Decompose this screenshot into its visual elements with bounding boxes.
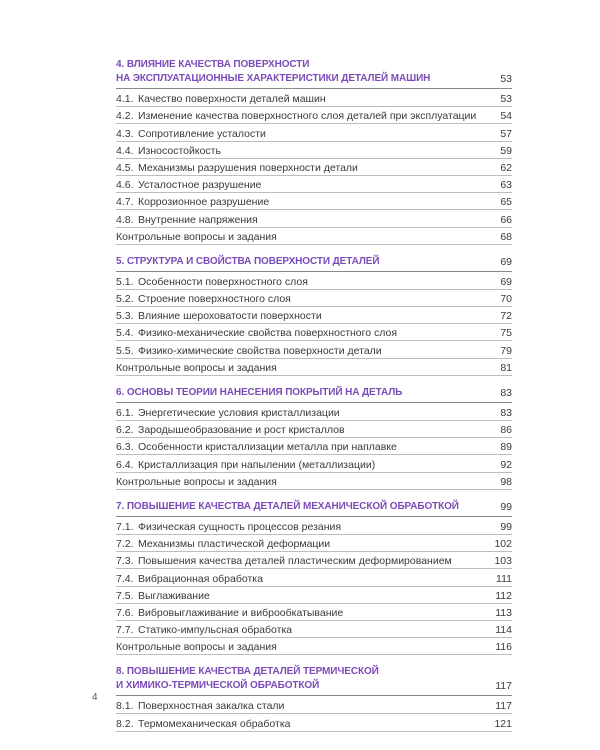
toc-entry-text: Контрольные вопросы и задания <box>116 230 277 243</box>
toc-entry-page-number: 83 <box>500 407 512 419</box>
toc-entry-number: 4.7. <box>116 196 134 209</box>
toc-entry-page-number: 68 <box>500 230 512 243</box>
toc-entry-number: 6.1. <box>116 407 134 419</box>
toc-entry-text: Термомеханическая обработка <box>138 717 291 730</box>
toc-entry-label <box>116 275 494 289</box>
toc-entry[interactable] <box>116 142 512 159</box>
toc-entry-control-questions[interactable] <box>116 228 512 245</box>
toc-entry[interactable] <box>116 290 512 307</box>
chapter-page-number: 117 <box>495 680 512 693</box>
chapter-page-number: 53 <box>500 73 512 85</box>
toc-entry-text: Статико-импульсная обработка <box>138 624 293 637</box>
chapter-page-number: 99 <box>500 500 512 513</box>
toc-entry[interactable] <box>116 404 512 421</box>
toc-entry-label <box>116 230 494 244</box>
toc-entry-number: 6.4. <box>116 458 134 471</box>
toc-entry-page-number: 66 <box>500 213 512 226</box>
chapter-title <box>116 255 494 269</box>
toc-entry-page-number: 117 <box>495 700 512 713</box>
toc-entry-text: Механизмы пластической деформации <box>138 538 331 551</box>
toc-entry-number: 7.7. <box>116 624 134 637</box>
toc-entry-number: 5.2. <box>116 293 134 306</box>
toc-entry-text: Физико-химические свойства поверхности детали <box>138 344 382 357</box>
chapter-heading[interactable] <box>116 58 512 89</box>
toc-entry-text: Вибрационная обработка <box>138 572 263 585</box>
toc-entry-text: Влияние шероховатости поверхности <box>138 310 322 323</box>
toc-entry[interactable] <box>116 273 512 290</box>
toc-entry[interactable] <box>116 176 512 193</box>
toc-entry-number: 7.3. <box>116 555 134 568</box>
toc-entry-text: Физическая сущность процессов резания <box>138 520 342 533</box>
toc-entry-label <box>116 309 494 323</box>
toc-entry-number: 4.6. <box>116 179 134 192</box>
toc-entry-number: 7.6. <box>116 606 134 619</box>
toc-entry-page-number: 98 <box>500 475 512 488</box>
toc-entry-page-number: 59 <box>500 144 512 157</box>
toc-entry-text: Энергетические условия кристаллизации <box>138 407 340 419</box>
toc-entry-label <box>116 440 494 454</box>
toc-entry-page-number: 121 <box>494 717 512 730</box>
toc-chapter <box>116 500 512 656</box>
toc-entry-label <box>116 520 494 534</box>
toc-entry[interactable] <box>116 341 512 358</box>
toc-entry-number: 4.8. <box>116 213 134 226</box>
toc-chapter <box>116 665 512 731</box>
chapter-heading[interactable] <box>116 665 512 696</box>
toc-entry-page-number: 69 <box>500 275 512 288</box>
toc-entry-page-number: 72 <box>500 310 512 323</box>
toc-entry[interactable] <box>116 714 512 731</box>
toc-entry-number: 7.1. <box>116 520 134 533</box>
toc-entry-number: 7.5. <box>116 589 134 602</box>
toc-entry-label <box>116 344 494 358</box>
toc-entry-label <box>116 717 488 731</box>
toc-entry-control-questions[interactable] <box>116 473 512 490</box>
toc-entry-text: Зародышеобразование и рост кристаллов <box>138 424 345 437</box>
toc-entry-number: 5.4. <box>116 327 134 340</box>
toc-entry-page-number: 79 <box>500 344 512 357</box>
toc-entry-label <box>116 537 488 551</box>
toc-entry-text: Износостойкость <box>138 144 221 157</box>
toc-entry-label <box>116 361 494 375</box>
toc-entry-text: Механизмы разрушения поверхности детали <box>138 161 358 174</box>
toc-entry-number: 6.3. <box>116 441 134 454</box>
toc-entry-text: Кристаллизация при напылении (металлизации) <box>138 458 376 471</box>
chapter-title-line: 6. ОСНОВЫ ТЕОРИИ НАНЕСЕНИЯ ПОКРЫТИЙ НА ДЕТАЛЬ <box>116 386 403 398</box>
toc-entry-text: Контрольные вопросы и задания <box>116 475 277 488</box>
chapter-title-line: 8. ПОВЫШЕНИЕ КАЧЕСТВА ДЕТАЛЕЙ ТЕРМИЧЕСКОЙ <box>116 666 379 678</box>
toc-entry-label <box>116 92 494 106</box>
toc-entry-label <box>116 127 494 141</box>
chapter-title-line: 7. ПОВЫШЕНИЕ КАЧЕСТВА ДЕТАЛЕЙ МЕХАНИЧЕСКОЙ ОБРАБОТКОЙ <box>116 500 459 512</box>
toc-entry-page-number: 62 <box>500 161 512 174</box>
toc-entry-label <box>116 161 494 175</box>
toc-entry-page-number: 99 <box>500 520 512 533</box>
toc-entry-text: Физико-механические свойства поверхностного слоя <box>138 327 398 340</box>
toc-entry-label <box>116 475 494 489</box>
toc-entry-page-number: 113 <box>495 606 512 619</box>
toc-entry-page-number: 57 <box>500 127 512 140</box>
chapter-title <box>116 500 494 514</box>
toc-entry-number: 8.1. <box>116 700 134 713</box>
toc-entry-number: 4.5. <box>116 161 134 174</box>
toc-entry-page-number: 75 <box>500 327 512 340</box>
toc-entry-number: 5.1. <box>116 275 134 288</box>
toc-entry-label <box>116 178 494 192</box>
toc-entry-text: Сопротивление усталости <box>138 127 266 140</box>
toc-entry-number: 7.2. <box>116 538 134 551</box>
toc-entry-page-number: 53 <box>500 93 512 106</box>
toc-entry-text: Коррозионное разрушение <box>138 196 270 209</box>
toc-entry[interactable] <box>116 535 512 552</box>
chapter-title-line: 5. СТРУКТУРА И СВОЙСТВА ПОВЕРХНОСТИ ДЕТАЛЕЙ <box>116 255 380 267</box>
toc-entry-page-number: 63 <box>500 179 512 192</box>
toc-entry-number: 6.2. <box>116 424 134 437</box>
toc-entry-label <box>116 699 489 713</box>
chapter-heading[interactable] <box>116 255 512 272</box>
toc-entry-text: Внутренние напряжения <box>138 213 258 226</box>
chapter-title-line: И ХИМИКО-ТЕРМИЧЕСКОЙ ОБРАБОТКОЙ <box>116 680 320 692</box>
toc-entry-number: 4.2. <box>116 110 134 123</box>
toc-entry-text: Строение поверхностного слоя <box>138 293 291 306</box>
toc-entry-page-number: 111 <box>496 572 512 585</box>
toc-entry-page-number: 65 <box>500 196 512 209</box>
toc-entry[interactable] <box>116 193 512 210</box>
toc-entry-page-number: 89 <box>500 441 512 454</box>
chapter-title <box>116 386 494 400</box>
toc-entry-text: Вибровыглаживание и виброобкатывание <box>138 606 344 619</box>
toc-chapter <box>116 255 512 376</box>
chapter-heading[interactable] <box>116 386 512 403</box>
toc-entry-label <box>116 423 494 437</box>
toc-entry-control-questions[interactable] <box>116 638 512 655</box>
toc-entry-text: Качество поверхности деталей машин <box>138 93 326 106</box>
toc-entry[interactable] <box>116 421 512 438</box>
toc-entry-page-number: 103 <box>494 555 512 568</box>
toc-entry-label <box>116 326 494 340</box>
toc-entry[interactable] <box>116 124 512 141</box>
toc-entry[interactable] <box>116 210 512 227</box>
toc-entry-control-questions[interactable] <box>116 359 512 376</box>
toc-entry[interactable] <box>116 455 512 472</box>
toc-entry-label <box>116 292 494 306</box>
toc-entry-text: Поверхностная закалка стали <box>138 700 285 713</box>
toc-entry-label <box>116 554 488 568</box>
toc-entry-page-number: 86 <box>500 424 512 437</box>
chapter-title <box>116 665 489 693</box>
toc-entry[interactable] <box>116 604 512 621</box>
chapter-heading[interactable] <box>116 500 512 517</box>
toc-entry-text: Выглаживание <box>138 589 210 602</box>
toc-entry[interactable] <box>116 552 512 569</box>
chapter-title-line: 4. ВЛИЯНИЕ КАЧЕСТВА ПОВЕРХНОСТИ <box>116 59 310 70</box>
chapter-title-line: НА ЭКСПЛУАТАЦИОННЫЕ ХАРАКТЕРИСТИКИ ДЕТАЛЕЙ МАШИН <box>116 73 431 84</box>
toc-entry-label <box>116 623 489 637</box>
toc-entry[interactable] <box>116 107 512 124</box>
toc-entry-label <box>116 144 494 158</box>
toc-entry[interactable] <box>116 621 512 638</box>
toc-entry[interactable] <box>116 159 512 176</box>
toc-entry-page-number: 92 <box>500 458 512 471</box>
toc-entry-number: 4.1. <box>116 93 134 106</box>
toc-entry-label <box>116 195 494 209</box>
toc-entry-text: Контрольные вопросы и задания <box>116 641 277 654</box>
toc-entry[interactable] <box>116 587 512 604</box>
toc-entry[interactable] <box>116 569 512 586</box>
page-number: 4 <box>92 692 98 703</box>
toc-entry-label <box>116 213 494 227</box>
toc-entry-label <box>116 589 489 603</box>
toc-entry-page-number: 116 <box>495 641 512 654</box>
toc-entry-page-number: 102 <box>494 538 512 551</box>
toc-chapter <box>116 386 512 490</box>
toc-entry-page-number: 70 <box>500 293 512 306</box>
toc-chapter <box>116 58 512 245</box>
toc-entry[interactable] <box>116 697 512 714</box>
toc-entry-number: 5.3. <box>116 310 134 323</box>
toc-entry-number: 4.4. <box>116 144 134 157</box>
toc-entry-text: Усталостное разрушение <box>138 179 262 192</box>
table-of-contents <box>116 58 512 742</box>
toc-entry[interactable] <box>116 307 512 324</box>
toc-entry-label <box>116 606 489 620</box>
toc-entry[interactable] <box>116 438 512 455</box>
toc-entry-label <box>116 458 494 472</box>
toc-entry-page-number: 112 <box>495 589 512 602</box>
chapter-page-number: 69 <box>500 255 512 268</box>
toc-entry-text: Повышения качества деталей пластическим деформированием <box>138 555 452 568</box>
toc-entry-label <box>116 109 494 123</box>
toc-entry-number: 8.2. <box>116 717 134 730</box>
toc-entry[interactable] <box>116 90 512 107</box>
toc-entry-number: 5.5. <box>116 344 134 357</box>
chapter-page-number: 83 <box>500 386 512 399</box>
toc-entry[interactable] <box>116 518 512 535</box>
toc-entry-page-number: 81 <box>500 361 512 374</box>
toc-entry-text: Контрольные вопросы и задания <box>116 361 277 374</box>
toc-entry[interactable] <box>116 324 512 341</box>
toc-entry-text: Особенности поверхностного слоя <box>138 275 308 288</box>
toc-entry-page-number: 54 <box>500 110 512 123</box>
toc-entry-number: 7.4. <box>116 572 134 585</box>
toc-entry-text: Изменение качества поверхностного слоя деталей при эксплуатации <box>138 110 477 123</box>
toc-entry-page-number: 114 <box>495 624 512 637</box>
toc-entry-number: 4.3. <box>116 127 134 140</box>
toc-entry-text: Особенности кристаллизации металла при наплавке <box>138 441 397 454</box>
chapter-title <box>116 58 494 86</box>
toc-entry-label <box>116 572 490 586</box>
toc-entry-label <box>116 640 489 654</box>
toc-entry-label <box>116 406 494 420</box>
